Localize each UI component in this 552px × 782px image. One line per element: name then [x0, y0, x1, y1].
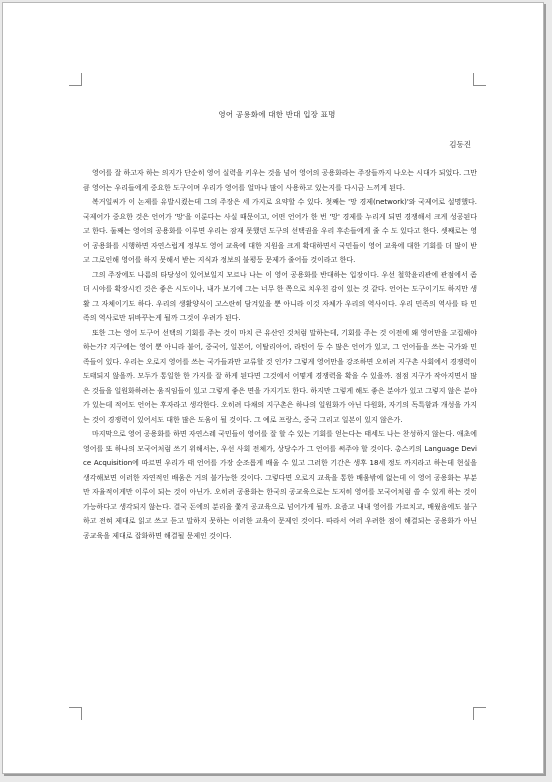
document-title: 영어 공용화에 대한 반대 입장 표명	[218, 110, 336, 119]
paragraph: 또한 그는 영어 도구어 선택의 기회를 주는 것이 마치 큰 유산인 것처럼 말하는데, 기회를 주는 것 이전에 왜 영어만을 고집해야 하는가? 지구에는 영어 뿐 아니라 불어, 중국어, 일본어, 이탈리아어, 라틴어 등 수 많은 언어가 있고, 그 언어들을 쓰는 국가와 민족들이 있다. 우리는 오로지 영어를 쓰는 국가들과만 교류할 것 인가? 그렇게 영어만을 강조하면 오히려 지구촌 사회에서 경쟁력이 도태되지 않을까. 모두가 통일한 한 가지를 잘 하게 된다면 그것에서 어떻게 경쟁력을 확을 수 있을까. 점점 지구가 작아지면서 많은 것들을 일원화하려는 움직임들이 있고 그렇게 좋은 면을 가지기도 한다. 하지만 그렇게 해도 좋은 분야가 있고 그렇지 않은 분야가 있는데 적어도 언어는 후자라고 생각한다. 오히려 다채의 지구촌은 하나의 일원화가 아닌 다원화, 자기의 독특함과 개성을 가지는 것이 경쟁력이 있어서도 대한 많은 도움이 될 것이다. 그 예로 프랑스, 중국 그리고 일본이 있지 않은가.	[83, 328, 477, 424]
margin-corner-mark	[69, 707, 82, 720]
author-name: 김동진	[449, 140, 471, 149]
margin-corner-mark	[473, 707, 486, 720]
document-page	[2, 2, 544, 774]
margin-corner-mark	[473, 73, 486, 86]
paragraph: 영어를 잘 하고자 하는 의지가 단순히 영어 실력을 키우는 것을 넘어 영어의 공용화라는 주장들까지 나오는 시대가 되었다. 그만큼 영어는 우리들에게 중요한 도구이며 우리가 영어를 얼마나 많이 사용하고 있는지를 다시금 느끼게 된다.	[83, 169, 477, 192]
margin-corner-mark	[69, 73, 82, 86]
paragraph: 마지막으로 영어 공용화를 하면 자연스레 국민들이 영어를 잘 할 수 있는 기회를 얻는다는 태세도 나는 찬성하지 않는다. 애초에 영어를 또 하나의 모국어처럼 쓰기 위해서는, 우선 사회 전체가, 상당수가 그 언어를 써주야 할 것이다. 총스키의 Language Device Acquisition에 따르면 우리가 태 언어를 가장 순조롭게 배울 수 있고 그러한 기간은 생후 18세 정도 까지라고 하는데 현실을 생각해보면 이러한 자연적인 배움은 거의 불가능한 것이다. 그렇다면 오로지 교육을 통한 배움밖에 없는데 이 영어 공용화는 부분만 자율적이게만 이루이 되는 것이 아닌가. 오히려 공용화는 한국의 공교육으로는 도저히 영어를 모국어처럼 쓸 수 있게 하는 것이 가능하다고 생각되지 않는다. 결국 돈에의 분리을 쫓겨 공교육으로 넘어가게 될까. 요즘고 내내 영어를 가르치고, 배웠음에도 불구하고 전혀 제대로 읽고 쓰고 듣고 말하지 못하는 이러한 교육이 문제인 것이다. 따라서 여러 우려한 점이 해결되는 공용화가 아닌 공교육을 제대로 잡화하면 해결될 문제인 것이다.	[83, 430, 477, 540]
paragraph: 복거일씨가 이 논제를 유발시켰는데 그의 주장은 세 가지로 요약할 수 있다. 첫째는 '망 경제(network)'와 국제어로 설명했다. 국제어가 중요한 것은 언어가 '망'을 이룬다는 사실 때문이고, 어떤 언어가 한 번 '망' 경제를 누리게 되면 경쟁해서 크게 성공된다고 한다. 둘째는 영어의 공용화를 이루면 우리는 잠재 못했던 도구의 선택권을 우리 후손들에게 줄 수 도 있다고 한다. 셋째로는 영어 공용화를 시행하면 자연스럽게 정부도 영어 교육에 대한 지원을 크게 확대하면서 국민들이 영어 교육에 대한 기회를 더 많이 받고 그로인해 영어를 하지 못해서 받는 지식과 정보의 불평등 문제가 줄어들 것이라고 한다.	[83, 198, 477, 264]
paragraph: 그의 주장에도 나름의 타당성이 있어보일지 모르나 나는 이 영어 공용화를 반대하는 입장이다. 우선 철학윤리관에 관점에서 좀 더 시야를 확장시킨 것은 좋은 시도이나, 내가 보기에 그는 너무 한 쪽으로 치우친 감이 있는 것 같다. 언어는 도구이기도 하지만 생활 그 자체이기도 하다. 우리의 생활양식이 고스란히 담겨있을 뿐 아니라 이것 자체가 우리의 역사이다. 우리 민족의 역사를 타 민족의 역사로만 뒤바꾸는게 될까 그것이 우려가 된다.	[83, 270, 477, 322]
document-body	[83, 166, 477, 543]
